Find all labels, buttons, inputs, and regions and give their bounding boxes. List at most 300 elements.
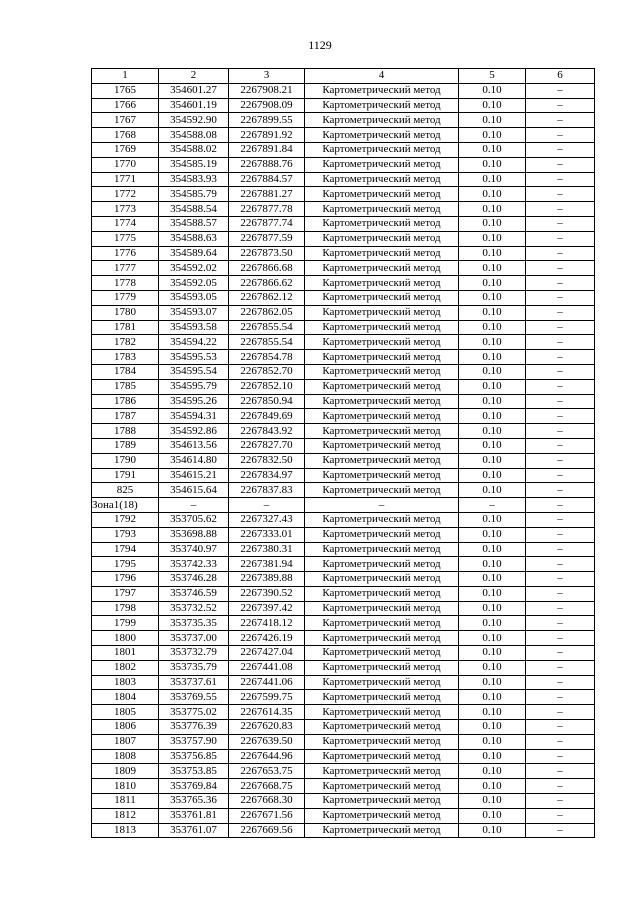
table-cell: 1801 — [92, 646, 159, 661]
table-cell: 2267390.52 — [229, 586, 305, 601]
table-cell: Картометрический метод — [305, 572, 459, 587]
table-cell: 0.10 — [459, 660, 526, 675]
table-cell: 0.10 — [459, 601, 526, 616]
table-cell: 2267653.75 — [229, 764, 305, 779]
table-cell: 0.10 — [459, 512, 526, 527]
table-cell: 1782 — [92, 335, 159, 350]
table-cell: 0.10 — [459, 453, 526, 468]
table-cell: – — [526, 113, 595, 128]
table-row — [92, 512, 595, 527]
table-row — [92, 350, 595, 365]
table-cell: 354614.80 — [159, 453, 229, 468]
table-cell: 1807 — [92, 734, 159, 749]
table-cell: 354583.93 — [159, 172, 229, 187]
table-cell: 0.10 — [459, 409, 526, 424]
table-cell: 2267849.69 — [229, 409, 305, 424]
table-cell: Картометрический метод — [305, 468, 459, 483]
table-cell: Картометрический метод — [305, 483, 459, 498]
table-cell: Картометрический метод — [305, 660, 459, 675]
table-cell: 2267418.12 — [229, 616, 305, 631]
table-cell: 353753.85 — [159, 764, 229, 779]
table-row — [92, 172, 595, 187]
table-cell: – — [229, 498, 305, 513]
table-cell: 353776.39 — [159, 720, 229, 735]
table-cell: Картометрический метод — [305, 128, 459, 143]
table-cell: 0.10 — [459, 290, 526, 305]
table-cell: 1786 — [92, 394, 159, 409]
table-cell: Картометрический метод — [305, 276, 459, 291]
table-row — [92, 572, 595, 587]
table-row — [92, 616, 595, 631]
table-cell: 353769.55 — [159, 690, 229, 705]
table-cell: – — [526, 320, 595, 335]
table-cell: 2267862.12 — [229, 290, 305, 305]
table-cell: 2267881.27 — [229, 187, 305, 202]
table-cell: – — [526, 794, 595, 809]
table-cell: Картометрический метод — [305, 616, 459, 631]
table-cell: 354589.64 — [159, 246, 229, 261]
table-cell: – — [526, 779, 595, 794]
table-cell: – — [526, 246, 595, 261]
table-cell: 2267877.78 — [229, 202, 305, 217]
table-cell: 1810 — [92, 779, 159, 794]
table-cell: 1787 — [92, 409, 159, 424]
table-cell: 2267381.94 — [229, 557, 305, 572]
table-cell: – — [526, 527, 595, 542]
table-cell: 2267837.83 — [229, 483, 305, 498]
table-row — [92, 364, 595, 379]
table-cell: 2267852.70 — [229, 364, 305, 379]
table-cell: 353742.33 — [159, 557, 229, 572]
table-cell: 0.10 — [459, 305, 526, 320]
table-cell: 0.10 — [459, 216, 526, 231]
table-cell: 353775.02 — [159, 705, 229, 720]
table-cell: 0.10 — [459, 675, 526, 690]
table-cell: 2267441.08 — [229, 660, 305, 675]
table-cell: Картометрический метод — [305, 142, 459, 157]
header-cell: 2 — [159, 69, 229, 84]
table-cell: 2267397.42 — [229, 601, 305, 616]
table-cell: 1768 — [92, 128, 159, 143]
table-row — [92, 231, 595, 246]
table-row — [92, 98, 595, 113]
table-cell: 0.10 — [459, 808, 526, 823]
table-cell: 2267852.10 — [229, 379, 305, 394]
table-cell: 354585.19 — [159, 157, 229, 172]
table-cell: Картометрический метод — [305, 172, 459, 187]
table-cell: 1812 — [92, 808, 159, 823]
table-cell: 354595.53 — [159, 350, 229, 365]
table-cell: Картометрический метод — [305, 794, 459, 809]
table-cell: Картометрический метод — [305, 424, 459, 439]
table-row — [92, 276, 595, 291]
table-cell: 0.10 — [459, 542, 526, 557]
table-cell: 2267620.83 — [229, 720, 305, 735]
table-cell: 1803 — [92, 675, 159, 690]
table-cell: – — [526, 631, 595, 646]
table-row — [92, 409, 595, 424]
table-cell: 1783 — [92, 350, 159, 365]
table-cell: 354594.22 — [159, 335, 229, 350]
table-cell: Картометрический метод — [305, 290, 459, 305]
table-cell: 2267873.50 — [229, 246, 305, 261]
table-cell: – — [526, 675, 595, 690]
table-row — [92, 586, 595, 601]
table-cell: 1790 — [92, 453, 159, 468]
table-row — [92, 705, 595, 720]
table-cell: 1806 — [92, 720, 159, 735]
table-cell: Картометрический метод — [305, 779, 459, 794]
table-cell: – — [526, 601, 595, 616]
table-cell: – — [526, 231, 595, 246]
table-row — [92, 379, 595, 394]
table-cell: 0.10 — [459, 586, 526, 601]
table-cell: 353737.61 — [159, 675, 229, 690]
table-cell: 0.10 — [459, 157, 526, 172]
table-cell: 354592.05 — [159, 276, 229, 291]
table-cell: Картометрический метод — [305, 720, 459, 735]
table-cell: 0.10 — [459, 246, 526, 261]
table-cell: 0.10 — [459, 734, 526, 749]
table-cell: Картометрический метод — [305, 438, 459, 453]
table-cell: 1808 — [92, 749, 159, 764]
table-cell: 0.10 — [459, 631, 526, 646]
table-cell: 2267891.84 — [229, 142, 305, 157]
table-cell: 353761.81 — [159, 808, 229, 823]
table-cell: 1811 — [92, 794, 159, 809]
header-cell: 5 — [459, 69, 526, 84]
table-cell: Картометрический метод — [305, 734, 459, 749]
table-cell: Картометрический метод — [305, 320, 459, 335]
table-row — [92, 113, 595, 128]
table-cell: – — [526, 498, 595, 513]
table-cell: 1769 — [92, 142, 159, 157]
table-cell: – — [526, 705, 595, 720]
table-cell: 1774 — [92, 216, 159, 231]
table-cell: 2267884.57 — [229, 172, 305, 187]
table-row — [92, 675, 595, 690]
table-cell: 1800 — [92, 631, 159, 646]
table-cell: 0.10 — [459, 320, 526, 335]
table-cell: 2267862.05 — [229, 305, 305, 320]
table-cell: 354585.79 — [159, 187, 229, 202]
table-cell: 1771 — [92, 172, 159, 187]
table-cell: Картометрический метод — [305, 601, 459, 616]
header-cell: 4 — [305, 69, 459, 84]
table-row — [92, 483, 595, 498]
table-cell: Зона1(18) — [92, 498, 159, 513]
table-cell: Картометрический метод — [305, 231, 459, 246]
table-cell: 354588.02 — [159, 142, 229, 157]
table-cell: – — [526, 749, 595, 764]
table-cell: Картометрический метод — [305, 646, 459, 661]
table-cell: 2267827.70 — [229, 438, 305, 453]
table-cell: 1802 — [92, 660, 159, 675]
table-cell: 0.10 — [459, 779, 526, 794]
table-cell: 0.10 — [459, 468, 526, 483]
table-cell: – — [526, 720, 595, 735]
table-cell: – — [459, 498, 526, 513]
table-row — [92, 246, 595, 261]
table-cell: Картометрический метод — [305, 246, 459, 261]
table-cell: 2267908.09 — [229, 98, 305, 113]
table-cell: Картометрический метод — [305, 808, 459, 823]
table-cell: Картометрический метод — [305, 690, 459, 705]
table-cell: – — [526, 542, 595, 557]
table-cell: – — [526, 572, 595, 587]
table-cell: 1796 — [92, 572, 159, 587]
table-cell: – — [526, 512, 595, 527]
table-cell: 0.10 — [459, 690, 526, 705]
table-cell: 1804 — [92, 690, 159, 705]
table-cell: – — [526, 616, 595, 631]
table-cell: 354601.27 — [159, 83, 229, 98]
table-cell: – — [526, 128, 595, 143]
table-row — [92, 320, 595, 335]
table-cell: 1792 — [92, 512, 159, 527]
table-cell: – — [159, 498, 229, 513]
header-cell: 1 — [92, 69, 159, 84]
table-cell: 354615.64 — [159, 483, 229, 498]
table-cell: 0.10 — [459, 142, 526, 157]
table-cell: – — [526, 646, 595, 661]
table-cell: 353746.59 — [159, 586, 229, 601]
table-cell: 1791 — [92, 468, 159, 483]
table-cell: 0.10 — [459, 276, 526, 291]
table-cell: 1766 — [92, 98, 159, 113]
table-cell: 2267639.50 — [229, 734, 305, 749]
table-cell: 353735.79 — [159, 660, 229, 675]
table-cell: – — [305, 498, 459, 513]
table-cell: 353735.35 — [159, 616, 229, 631]
table-row — [92, 83, 595, 98]
table-cell: 353761.07 — [159, 823, 229, 838]
table-row — [92, 601, 595, 616]
table-cell: 0.10 — [459, 705, 526, 720]
table-cell: 354593.05 — [159, 290, 229, 305]
table-cell: Картометрический метод — [305, 305, 459, 320]
table-row — [92, 557, 595, 572]
table-cell: 1777 — [92, 261, 159, 276]
table-cell: 2267850.94 — [229, 394, 305, 409]
table-row — [92, 690, 595, 705]
table-cell: – — [526, 172, 595, 187]
table-cell: 2267671.56 — [229, 808, 305, 823]
table-cell: – — [526, 394, 595, 409]
table-cell: 0.10 — [459, 720, 526, 735]
table-row — [92, 394, 595, 409]
table-row — [92, 305, 595, 320]
table-cell: 2267877.59 — [229, 231, 305, 246]
table-cell: 354595.54 — [159, 364, 229, 379]
table-cell: 2267866.62 — [229, 276, 305, 291]
table-cell: – — [526, 83, 595, 98]
table-cell: 1775 — [92, 231, 159, 246]
table-cell: 0.10 — [459, 616, 526, 631]
table-cell: 1765 — [92, 83, 159, 98]
table-row — [92, 453, 595, 468]
table-cell: 2267908.21 — [229, 83, 305, 98]
table-row — [92, 468, 595, 483]
table-cell: 353746.28 — [159, 572, 229, 587]
table-cell: 353705.62 — [159, 512, 229, 527]
table-cell: 353740.97 — [159, 542, 229, 557]
table-cell: – — [526, 276, 595, 291]
table-cell: 0.10 — [459, 424, 526, 439]
table-cell: 2267441.06 — [229, 675, 305, 690]
table-cell: 353732.79 — [159, 646, 229, 661]
table-row — [92, 808, 595, 823]
table-cell: 0.10 — [459, 113, 526, 128]
table-cell: – — [526, 734, 595, 749]
page-number: 1129 — [308, 38, 332, 52]
table-row — [92, 128, 595, 143]
table-cell: 2267855.54 — [229, 335, 305, 350]
table-cell: Картометрический метод — [305, 216, 459, 231]
table-row — [92, 749, 595, 764]
table-cell: 0.10 — [459, 231, 526, 246]
table-cell: – — [526, 290, 595, 305]
table-row — [92, 779, 595, 794]
table-row — [92, 142, 595, 157]
table-cell: Картометрический метод — [305, 586, 459, 601]
table-cell: – — [526, 438, 595, 453]
table-cell: 2267854.78 — [229, 350, 305, 365]
table-cell: 1779 — [92, 290, 159, 305]
table-cell: 0.10 — [459, 128, 526, 143]
table-cell: 1770 — [92, 157, 159, 172]
table-cell: Картометрический метод — [305, 364, 459, 379]
table-cell: 0.10 — [459, 379, 526, 394]
table-row — [92, 734, 595, 749]
table-cell: 353757.90 — [159, 734, 229, 749]
table-cell: Картометрический метод — [305, 749, 459, 764]
table-cell: 354595.79 — [159, 379, 229, 394]
table-cell: 1778 — [92, 276, 159, 291]
table-cell: 1781 — [92, 320, 159, 335]
table-cell: 1784 — [92, 364, 159, 379]
table-cell: 2267668.75 — [229, 779, 305, 794]
table-cell: 354588.54 — [159, 202, 229, 217]
table-cell: 825 — [92, 483, 159, 498]
table-cell: 0.10 — [459, 364, 526, 379]
table-cell: 353756.85 — [159, 749, 229, 764]
table-cell: 1785 — [92, 379, 159, 394]
table-cell: 0.10 — [459, 438, 526, 453]
table-row — [92, 157, 595, 172]
table-cell: 1772 — [92, 187, 159, 202]
table-cell: 2267333.01 — [229, 527, 305, 542]
table-row — [92, 646, 595, 661]
table-row — [92, 764, 595, 779]
table-cell: 354588.08 — [159, 128, 229, 143]
table-row — [92, 631, 595, 646]
table-cell: Картометрический метод — [305, 409, 459, 424]
table-cell: 353765.36 — [159, 794, 229, 809]
table-cell: 354592.90 — [159, 113, 229, 128]
table-cell: Картометрический метод — [305, 512, 459, 527]
table-cell: – — [526, 142, 595, 157]
table-cell: Картометрический метод — [305, 350, 459, 365]
table-cell: 1780 — [92, 305, 159, 320]
table-cell: 1789 — [92, 438, 159, 453]
table-cell: 2267327.43 — [229, 512, 305, 527]
table-cell: 2267855.54 — [229, 320, 305, 335]
table-cell: 0.10 — [459, 202, 526, 217]
table-cell: Картометрический метод — [305, 187, 459, 202]
table-cell: Картометрический метод — [305, 379, 459, 394]
table-cell: Картометрический метод — [305, 157, 459, 172]
table-cell: 354595.26 — [159, 394, 229, 409]
table-cell: – — [526, 379, 595, 394]
table-row — [92, 216, 595, 231]
table-cell: 1793 — [92, 527, 159, 542]
table-cell: 1776 — [92, 246, 159, 261]
table-row — [92, 335, 595, 350]
table-cell: – — [526, 690, 595, 705]
table-header-row — [92, 69, 595, 84]
table-cell: Картометрический метод — [305, 527, 459, 542]
table-cell: 2267426.19 — [229, 631, 305, 646]
table-cell: Картометрический метод — [305, 542, 459, 557]
table-cell: 0.10 — [459, 83, 526, 98]
table-row — [92, 823, 595, 838]
table-cell: 2267614.35 — [229, 705, 305, 720]
table-cell: – — [526, 468, 595, 483]
table-cell: 1813 — [92, 823, 159, 838]
table-row — [92, 202, 595, 217]
table-cell: – — [526, 483, 595, 498]
table-cell: Картометрический метод — [305, 705, 459, 720]
coordinates-table — [91, 68, 595, 838]
table-cell: – — [526, 453, 595, 468]
table-cell: – — [526, 764, 595, 779]
table-cell: – — [526, 823, 595, 838]
table-row — [92, 438, 595, 453]
table-cell: 0.10 — [459, 261, 526, 276]
table-cell: – — [526, 216, 595, 231]
header-cell: 3 — [229, 69, 305, 84]
table-cell: – — [526, 350, 595, 365]
table-row — [92, 720, 595, 735]
table-cell: 2267899.55 — [229, 113, 305, 128]
table-cell: 354613.56 — [159, 438, 229, 453]
table-cell: 0.10 — [459, 527, 526, 542]
table-cell: 354594.31 — [159, 409, 229, 424]
table-cell: 1805 — [92, 705, 159, 720]
table-cell: 0.10 — [459, 187, 526, 202]
table-cell: – — [526, 335, 595, 350]
table-cell: – — [526, 557, 595, 572]
table-cell: 0.10 — [459, 794, 526, 809]
table-cell: 0.10 — [459, 394, 526, 409]
table-cell: 2267834.97 — [229, 468, 305, 483]
table-row — [92, 660, 595, 675]
table-cell: 0.10 — [459, 98, 526, 113]
table-cell: 0.10 — [459, 335, 526, 350]
table-cell: Картометрический метод — [305, 453, 459, 468]
table-cell: – — [526, 364, 595, 379]
table-cell: 0.10 — [459, 483, 526, 498]
table-cell: Картометрический метод — [305, 764, 459, 779]
table-cell: 354588.57 — [159, 216, 229, 231]
table-cell: 353769.84 — [159, 779, 229, 794]
table-row — [92, 794, 595, 809]
table-cell: 2267877.74 — [229, 216, 305, 231]
table-cell: Картометрический метод — [305, 202, 459, 217]
table-cell: – — [526, 261, 595, 276]
table-cell: Картометрический метод — [305, 675, 459, 690]
